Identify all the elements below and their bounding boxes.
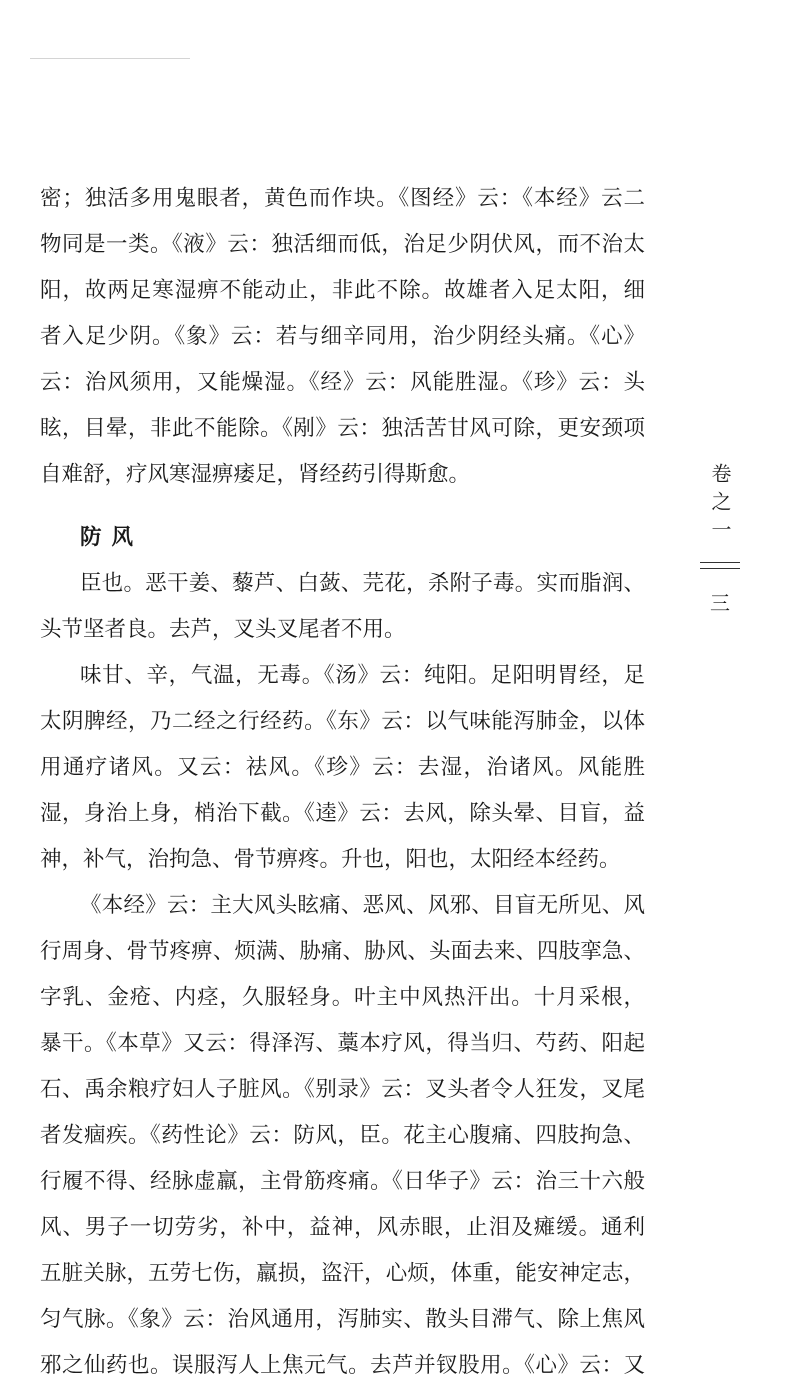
running-head-divider <box>700 562 740 569</box>
text-line: 石、禹余粮疗妇人子脏风。《别录》云：叉头者令人狂发，叉尾 <box>40 1077 645 1102</box>
text-line: 太阴脾经，乃二经之行经药。《东》云：以气味能泻肺金，以体 <box>40 709 645 734</box>
text-line: 眩，目晕，非此不能除。《剐》云：独活苦甘风可除，更安颈项 <box>40 416 645 441</box>
text-line: 阳，故两足寒湿痹不能动止，非此不除。故雄者入足太阳，细 <box>40 278 645 303</box>
text-line: 用通疗诸风。又云：祛风。《珍》云：去湿，治诸风。风能胜 <box>40 755 645 780</box>
page-number: 三 <box>710 591 730 615</box>
running-head <box>700 450 740 615</box>
text-line: 者入足少阴。《象》云：若与细辛同用，治少阴经头痛。《心》 <box>40 324 645 349</box>
text-line: 云：治风须用，又能燥湿。《经》云：风能胜湿。《珍》云：头 <box>40 370 645 395</box>
volume-label: 卷之一 <box>708 463 732 547</box>
text-line: 匀气脉。《象》云：治风通用，泻肺实、散头目滞气、除上焦风 <box>40 1307 645 1332</box>
text-line: 自难舒，疗风寒湿痹痿足，肾经药引得斯愈。 <box>40 462 471 487</box>
section-heading: 防风 <box>80 525 144 550</box>
text-line: 密；独活多用鬼眼者，黄色而作块。《图经》云：《本经》云二 <box>40 186 645 211</box>
body-text <box>40 176 645 1389</box>
text-line: 字乳、金疮、内痉，久服轻身。叶主中风热汗出。十月采根， <box>40 985 645 1010</box>
text-line: 行周身、骨节疼痹、烦满、胁痛、胁风、头面去来、四肢挛急、 <box>40 939 645 964</box>
text-line: 邪之仙药也。误服泻人上焦元气。去芦并钗股用。《心》云：又 <box>40 1353 645 1378</box>
text-line: 《本经》云：主大风头眩痛、恶风、风邪、目盲无所见、风 <box>80 893 645 918</box>
top-rule <box>30 58 190 59</box>
text-line: 行履不得、经脉虚羸，主骨筋疼痛。《日华子》云：治三十六般 <box>40 1169 645 1194</box>
text-line: 风、男子一切劳劣，补中，益神，风赤眼，止泪及瘫缓。通利 <box>40 1215 645 1240</box>
text-line: 物同是一类。《液》云：独活细而低，治足少阴伏风，而不治太 <box>40 232 645 257</box>
text-line: 头节坚者良。去芦，叉头叉尾者不用。 <box>40 617 406 642</box>
text-line: 暴干。《本草》又云：得泽泻、藁本疗风，得当归、芍药、阳起 <box>40 1031 645 1056</box>
text-line: 味甘、辛，气温，无毒。《汤》云：纯阳。足阳明胃经，足 <box>80 663 645 688</box>
text-line: 湿，身治上身，梢治下截。《逵》云：去风，除头晕、目盲，益 <box>40 801 645 826</box>
text-line: 者发痼疾。《药性论》云：防风，臣。花主心腹痛、四肢拘急、 <box>40 1123 645 1148</box>
text-line: 五脏关脉，五劳七伤，羸损，盗汗，心烦，体重，能安神定志， <box>40 1261 645 1286</box>
text-line: 臣也。恶干姜、藜芦、白蔹、芫花，杀附子毒。实而脂润、 <box>80 571 645 596</box>
text-line: 神，补气，治拘急、骨节痹疼。升也，阳也，太阳经本经药。 <box>40 847 621 872</box>
